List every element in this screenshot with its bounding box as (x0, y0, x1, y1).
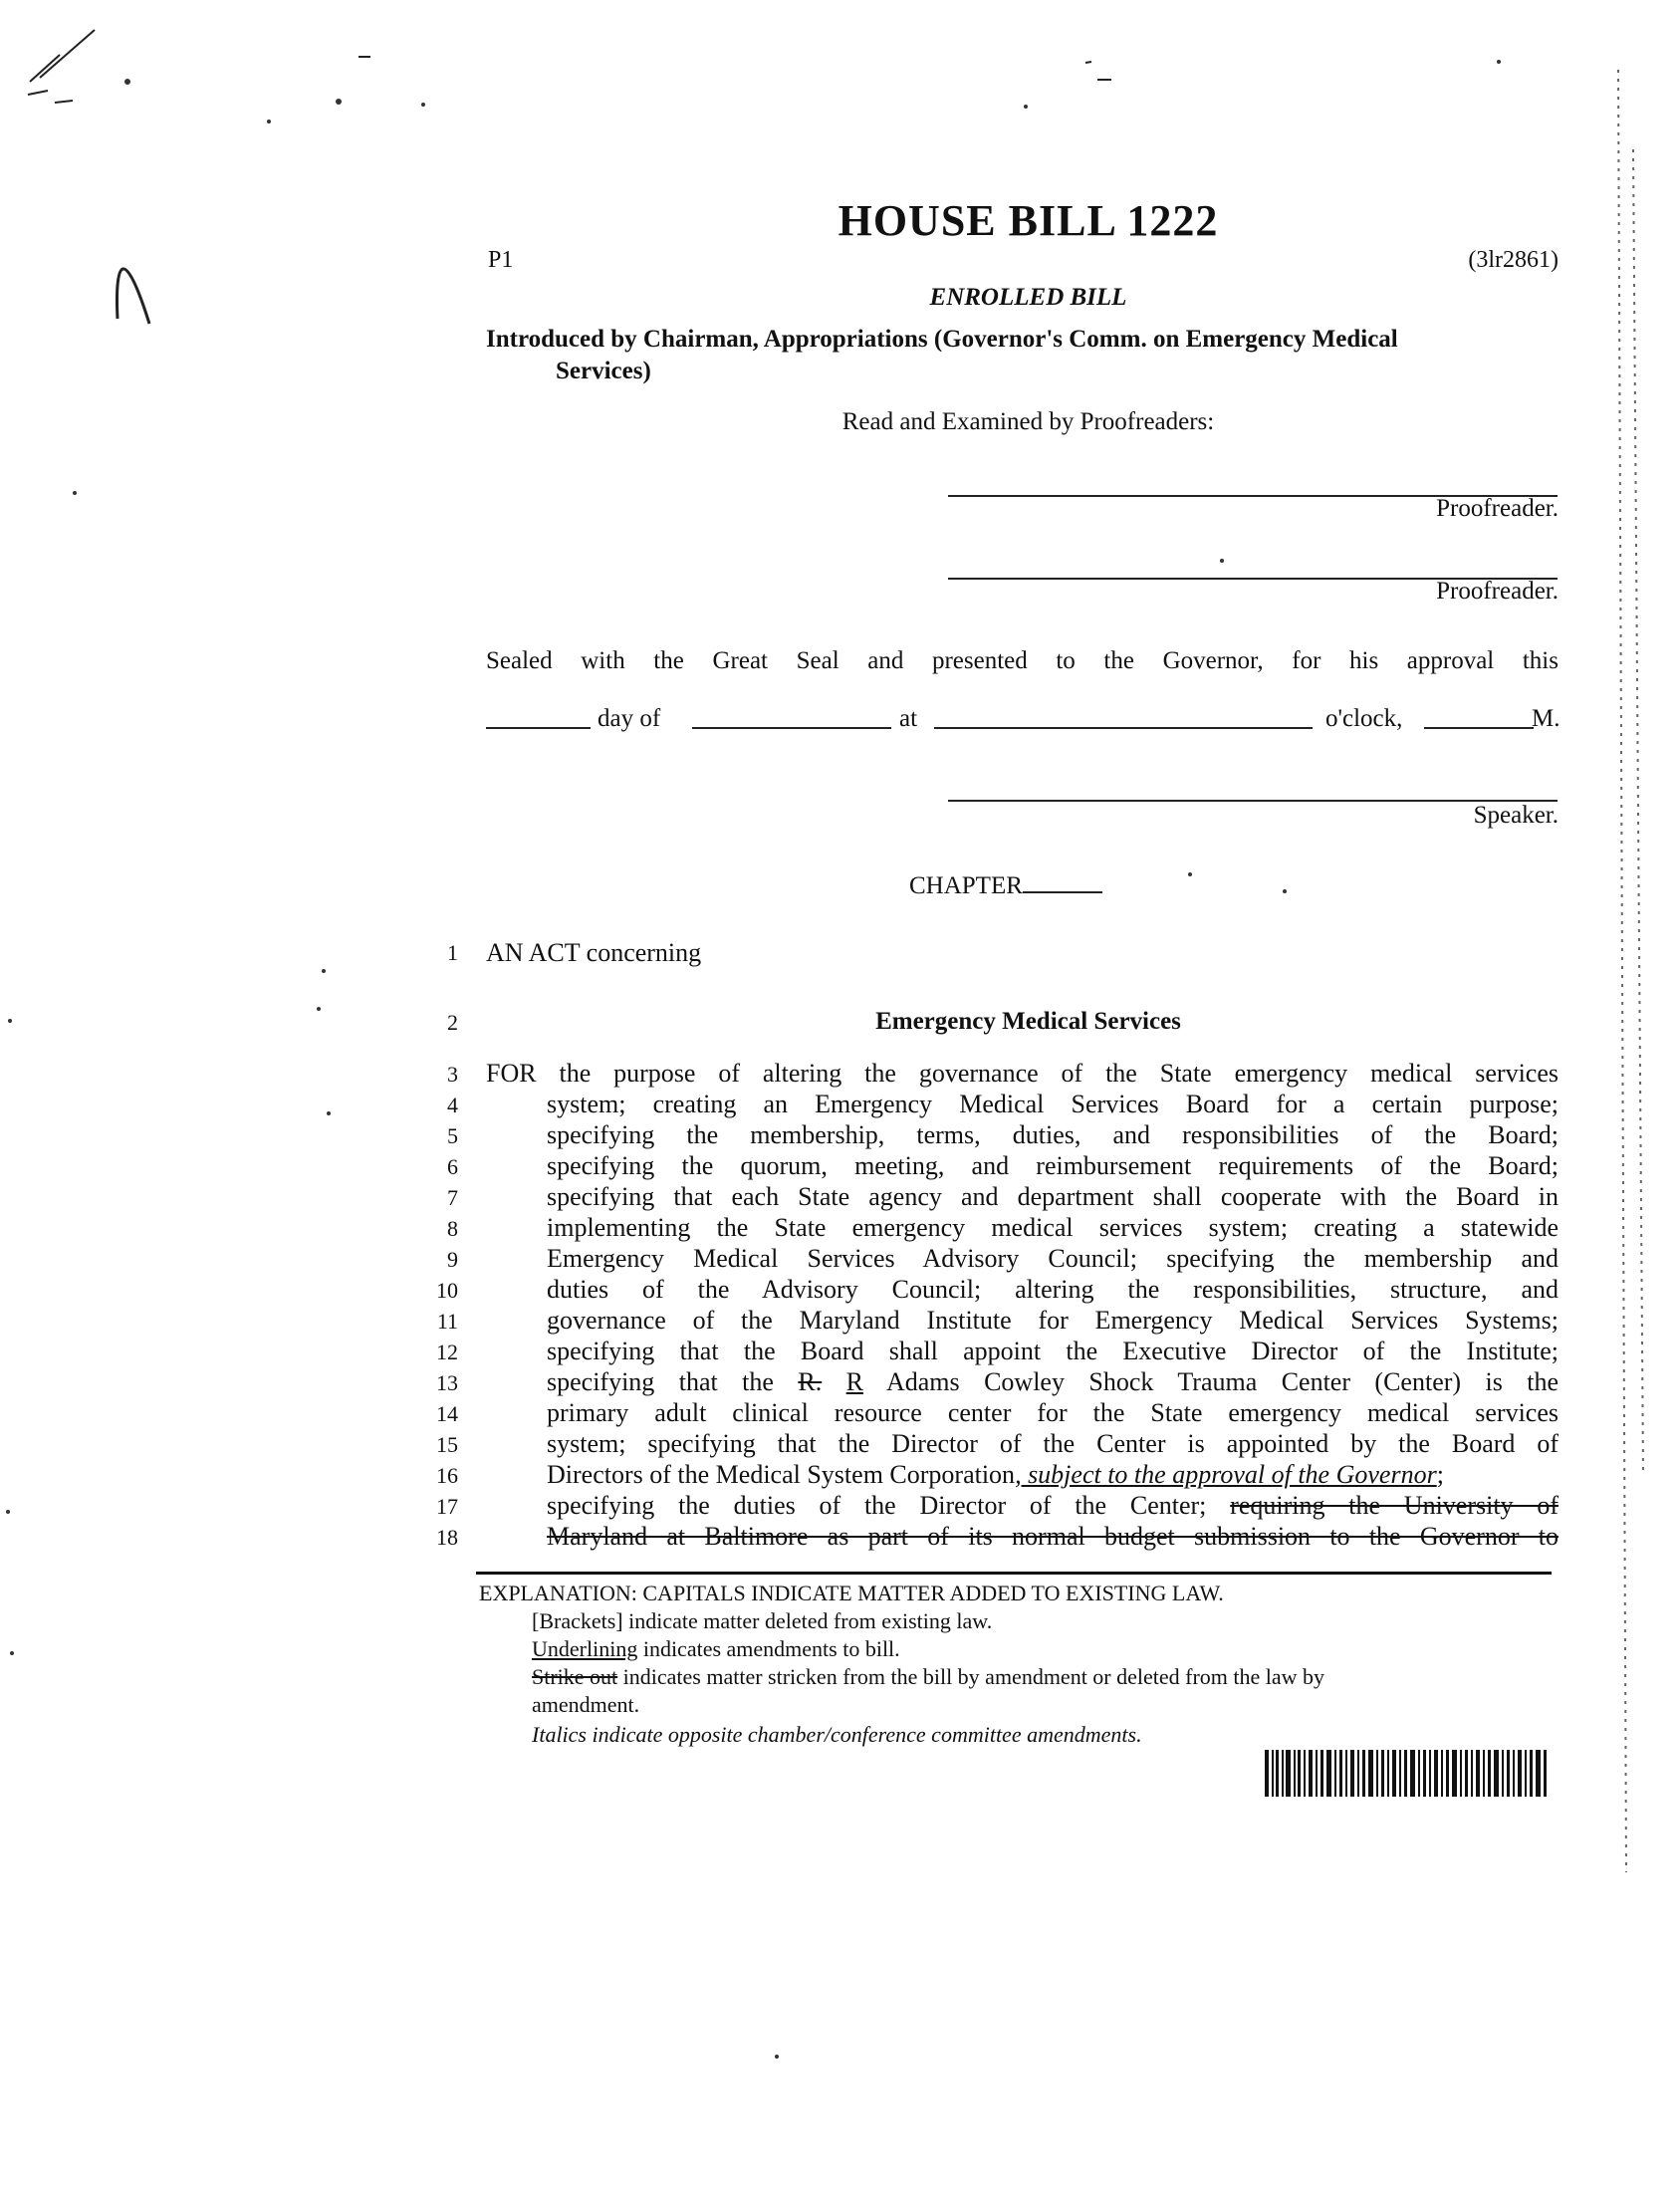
explanation-heading: EXPLANATION: CAPITALS INDICATE MATTER ADDED TO EXISTING LAW. (479, 1581, 1224, 1605)
sealed-statement: Sealed with the Great Seal and presented to the Governor, for his approval this (486, 647, 1559, 674)
body-text-line: primary adult clinical resource center for the State emergency medical services (547, 1398, 1559, 1427)
line-number: 2 (447, 1010, 458, 1035)
line13-stricken: R. (798, 1367, 823, 1396)
line-number: 7 (447, 1185, 458, 1210)
at-label: at (899, 705, 918, 732)
proofreaders-heading: Read and Examined by Proofreaders: (841, 408, 1215, 435)
body-text-line: Emergency Medical Services Advisory Council; specifying the membership and (547, 1244, 1559, 1273)
body-text-line: system; creating an Emergency Medical Services Board for a certain purpose; (547, 1090, 1559, 1118)
line13-inserted: R (845, 1367, 863, 1396)
explanation-amendment: amendment. (532, 1692, 640, 1717)
line-number: 8 (447, 1216, 458, 1241)
line-number: 1 (447, 940, 458, 965)
date-time-row (486, 705, 1559, 739)
strikeout-desc: indicates matter stricken from the bill by amendment or deleted from the law by (622, 1664, 1325, 1689)
line-number: 5 (447, 1123, 458, 1148)
bill-subject-heading: Emergency Medical Services (875, 1008, 1181, 1035)
time-blank (934, 705, 1313, 729)
introduced-by (486, 324, 1561, 387)
body-text-line: specifying that each State agency and department shall cooperate with the Board in (547, 1182, 1559, 1211)
speaker-signature-line (948, 800, 1558, 802)
oclock-label: o'clock, (1325, 705, 1403, 732)
body-text-line-17 (547, 1491, 1559, 1521)
explanation-brackets: [Brackets] indicate matter deleted from existing law. (532, 1608, 993, 1633)
line-number: 16 (436, 1463, 458, 1488)
line16-amendment: , subject to the approval of the Governor (1015, 1460, 1437, 1489)
body-text-line-16 (547, 1460, 1559, 1490)
line13-text-b: Adams Cowley Shock Trauma Center (Center) is the (885, 1367, 1560, 1396)
line-number: 11 (436, 1309, 458, 1334)
strikeout-sample: Strike out (532, 1664, 618, 1689)
line-number: 17 (436, 1494, 458, 1519)
act-line: AN ACT concerning (486, 938, 702, 967)
line-number: 18 (436, 1525, 458, 1550)
line-number: 3 (447, 1062, 458, 1087)
line-number: 13 (436, 1370, 458, 1395)
line-number: 15 (436, 1432, 458, 1457)
line17-stricken: requiring the University of (1230, 1491, 1559, 1520)
underlining-sample: Underlining (532, 1636, 638, 1661)
chapter-label: CHAPTER (909, 872, 1023, 899)
line13-text-a: specifying that the (547, 1367, 774, 1396)
chapter-blank (1023, 869, 1102, 893)
line16-text-a: Directors of the Medical System Corporation (547, 1460, 1016, 1489)
line-number: 6 (447, 1154, 458, 1179)
explanation-divider (476, 1572, 1552, 1575)
day-blank (486, 705, 591, 729)
body-text-line: system; specifying that the Director of the Center is appointed by the Board of (547, 1429, 1559, 1458)
introduced-line-1: Introduced by Chairman, Appropriations (Governor's Comm. on Emergency Medical (486, 326, 1398, 353)
line-number: 4 (447, 1093, 458, 1117)
meridiem-label: M. (1532, 705, 1560, 732)
meridiem-blank (1424, 705, 1534, 729)
line-number: 9 (447, 1247, 458, 1272)
introduced-line-2: Services) (556, 358, 651, 384)
line-number: 12 (436, 1340, 458, 1364)
month-blank (692, 705, 891, 729)
barcode (1265, 1750, 1549, 1797)
body-text-line-13 (547, 1367, 1559, 1397)
body-text-line: governance of the Maryland Institute for Emergency Medical Services Systems; (547, 1306, 1559, 1335)
body-text-line: implementing the State emergency medical services system; creating a statewide (547, 1213, 1559, 1242)
body-text-line: duties of the Advisory Council; altering the responsibilities, structure, and (547, 1275, 1559, 1304)
body-text-line: specifying the quorum, meeting, and reimbursement requirements of the Board; (547, 1151, 1559, 1180)
proofreader-label-1: Proofreader. (1436, 495, 1559, 522)
body-text-line: specifying the membership, terms, duties, and responsibilities of the Board; (547, 1120, 1559, 1149)
explanation-strikeout (532, 1664, 1324, 1690)
explanation-italics: Italics indicate opposite chamber/conference committee amendments. (532, 1722, 1142, 1747)
body-text-line: FOR the purpose of altering the governance of the State emergency medical services (486, 1059, 1559, 1088)
bill-draft-number: (3lr2861) (1468, 247, 1559, 273)
bill-status: ENROLLED BILL (929, 284, 1127, 311)
body-text-line: specifying that the Board shall appoint the Executive Director of the Institute; (547, 1337, 1559, 1365)
bill-category-code: P1 (488, 247, 514, 273)
line-number: 14 (436, 1401, 458, 1426)
line-number: 10 (436, 1278, 458, 1303)
speaker-label: Speaker. (1473, 802, 1559, 829)
proofreader-label-2: Proofreader. (1436, 578, 1559, 605)
line16-text-b: ; (1436, 1460, 1444, 1489)
explanation-underlining (532, 1636, 900, 1662)
day-of-label: day of (598, 705, 661, 732)
chapter-line (909, 869, 1102, 900)
line17-text: specifying the duties of the Director of the Center; (547, 1491, 1207, 1520)
underlining-desc: indicates amendments to bill. (642, 1636, 900, 1661)
bill-title: HOUSE BILL 1222 (838, 196, 1219, 245)
body-text-line-18-stricken: Maryland at Baltimore as part of its normal budget submission to the Governor to (547, 1522, 1559, 1551)
